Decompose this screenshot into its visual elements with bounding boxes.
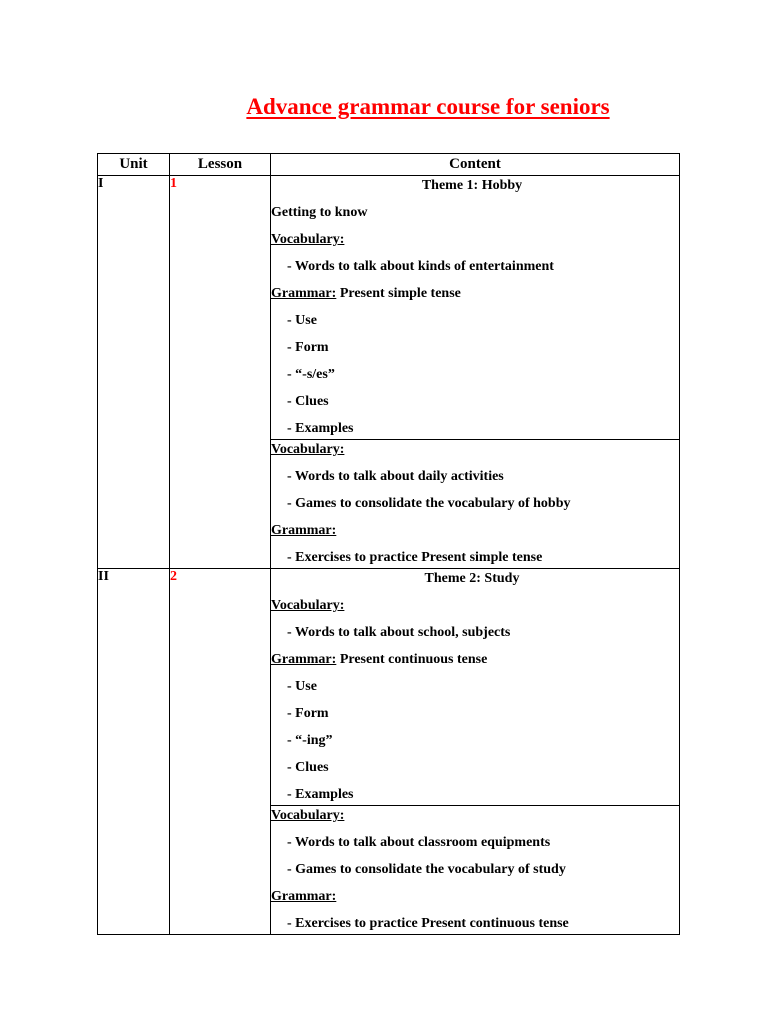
document-title: Advance grammar course for seniors — [246, 94, 610, 119]
content-line: - Games to consolidate the vocabulary of hobby — [287, 496, 571, 511]
lesson-number: 1 — [170, 176, 271, 569]
content-cell — [271, 176, 680, 440]
header-lesson: Lesson — [170, 154, 271, 176]
content-line: - Clues — [287, 760, 329, 775]
content-line: - Games to consolidate the vocabulary of study — [287, 862, 566, 877]
content-line: - Exercises to practice Present continuous tense — [287, 916, 569, 931]
content-line: - “-ing” — [287, 733, 333, 748]
content-line: Getting to know — [271, 205, 368, 220]
unit-cell: II — [98, 569, 170, 935]
content-line: - Use — [287, 313, 317, 328]
content-line: - Words to talk about school, subjects — [287, 625, 511, 640]
vocabulary-label: Vocabulary: — [271, 442, 345, 457]
grammar-label: Grammar: — [271, 523, 337, 538]
table-header-row — [98, 154, 680, 176]
grammar-label: Grammar: — [271, 652, 337, 667]
content-line: - “-s/es” — [287, 367, 335, 382]
grammar-label: Grammar: — [271, 286, 337, 301]
content-line: - Words to talk about daily activities — [287, 469, 504, 484]
course-table — [97, 153, 680, 935]
content-cell — [271, 440, 680, 569]
grammar-topic: Present simple tense — [336, 286, 461, 301]
content-line: - Words to talk about classroom equipments — [287, 835, 551, 850]
table-row — [98, 176, 680, 440]
theme-heading: Theme 1: Hobby — [421, 178, 523, 193]
content-line: - Form — [287, 706, 329, 721]
theme-heading: Theme 2: Study — [424, 571, 520, 586]
vocabulary-label: Vocabulary: — [271, 808, 345, 823]
lesson-number: 2 — [170, 569, 271, 935]
grammar-line — [271, 284, 679, 311]
content-cell — [271, 569, 680, 806]
header-unit: Unit — [98, 154, 170, 176]
content-line: - Form — [287, 340, 329, 355]
content-line: - Examples — [287, 787, 354, 802]
unit-cell: I — [98, 176, 170, 569]
content-line: - Exercises to practice Present simple tense — [287, 550, 543, 565]
content-cell — [271, 806, 680, 935]
content-line: - Examples — [287, 421, 354, 436]
table-row — [98, 569, 680, 806]
grammar-line — [271, 650, 679, 677]
header-content: Content — [271, 154, 680, 176]
vocabulary-label: Vocabulary: — [271, 232, 345, 247]
grammar-topic: Present continuous tense — [336, 652, 488, 667]
content-line: - Words to talk about kinds of entertainment — [287, 259, 554, 274]
content-line: - Clues — [287, 394, 329, 409]
content-line: - Use — [287, 679, 317, 694]
vocabulary-label: Vocabulary: — [271, 598, 345, 613]
grammar-label: Grammar: — [271, 889, 337, 904]
